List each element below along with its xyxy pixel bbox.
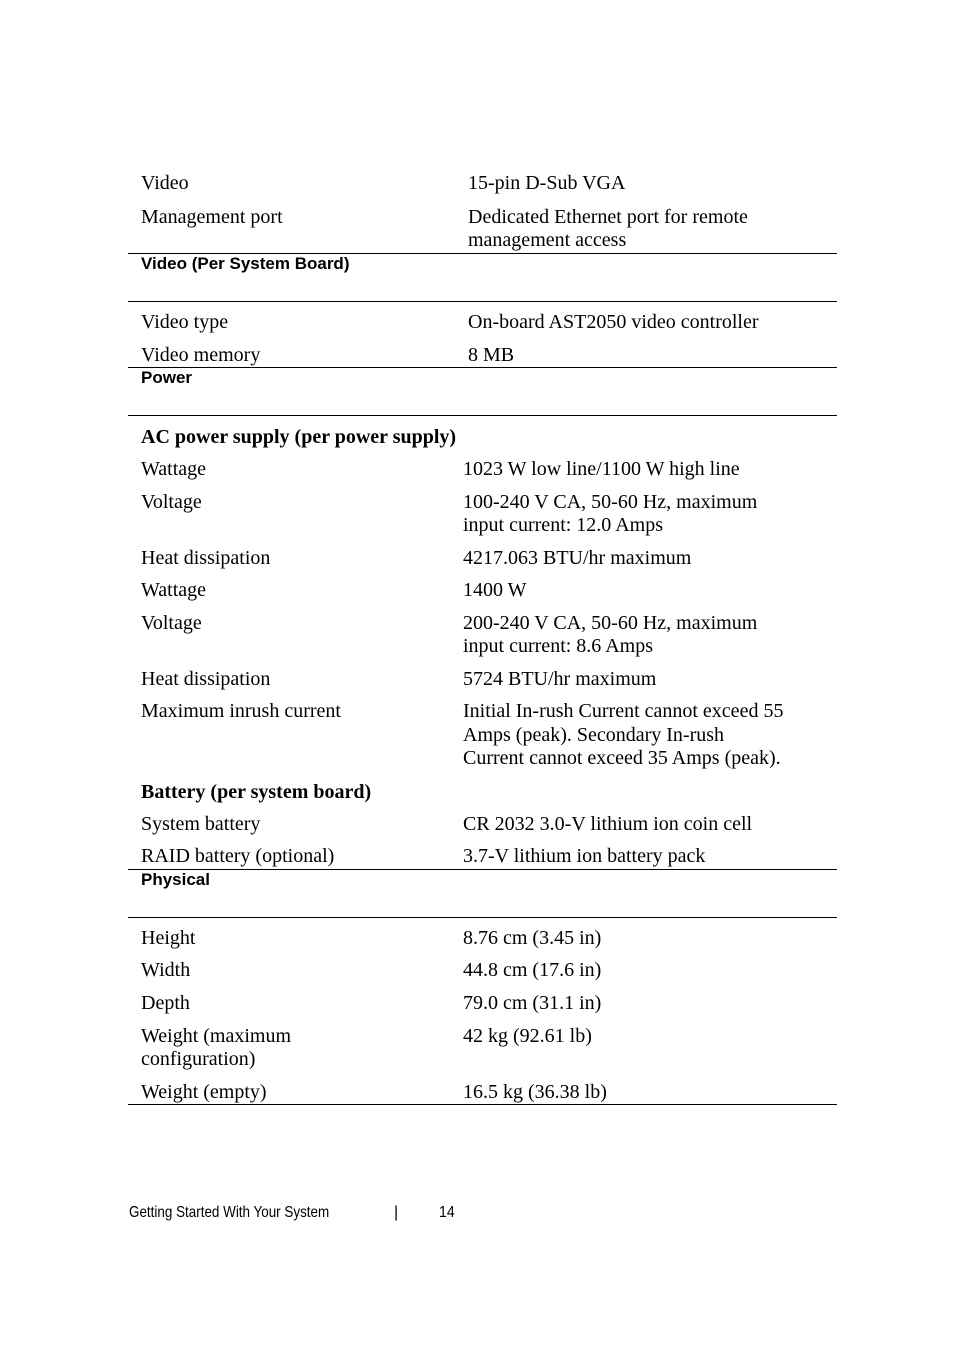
section-divider xyxy=(128,415,837,416)
max-inrush-current-value-line3: Current cannot exceed 35 Amps (peak). xyxy=(463,747,781,769)
depth-value: 79.0 cm (31.1 in) xyxy=(463,992,602,1014)
management-port-value-line2: management access xyxy=(468,229,627,251)
management-port-value-line1: Dedicated Ethernet port for remote xyxy=(468,206,748,228)
footer-title: Getting Started With Your System xyxy=(129,1204,330,1221)
voltage-value-line2: input current: 12.0 Amps xyxy=(463,514,663,536)
video-type-label: Video type xyxy=(141,311,229,333)
system-battery-value: CR 2032 3.0-V lithium ion coin cell xyxy=(463,813,753,835)
max-inrush-current-value-line2: Amps (peak). Secondary In-rush xyxy=(463,724,725,746)
video-memory-label: Video memory xyxy=(141,344,261,366)
section-divider xyxy=(128,917,837,918)
video-memory-value: 8 MB xyxy=(468,344,515,366)
table-bottom-rule xyxy=(128,1104,837,1105)
ac-power-supply-heading: AC power supply (per power supply) xyxy=(141,426,457,448)
height-value: 8.76 cm (3.45 in) xyxy=(463,927,602,949)
weight-max-label-line1: Weight (maximum xyxy=(141,1025,292,1047)
wattage-value: 1023 W low line/1100 W high line xyxy=(463,458,740,480)
video-section-heading: Video (Per System Board) xyxy=(141,254,350,273)
heat-dissipation-value: 4217.063 BTU/hr maximum xyxy=(463,547,692,569)
power-section-heading: Power xyxy=(141,368,193,387)
width-value: 44.8 cm (17.6 in) xyxy=(463,959,602,981)
physical-section-heading: Physical xyxy=(141,870,210,889)
wattage-label: Wattage xyxy=(141,458,207,480)
width-label: Width xyxy=(141,959,191,981)
voltage-label: Voltage xyxy=(141,612,202,634)
system-battery-label: System battery xyxy=(141,813,261,835)
max-inrush-current-label: Maximum inrush current xyxy=(141,700,341,722)
footer-separator: | xyxy=(394,1204,399,1221)
video-type-value: On-board AST2050 video controller xyxy=(468,311,759,333)
voltage-value-line2: input current: 8.6 Amps xyxy=(463,635,653,657)
height-label: Height xyxy=(141,927,196,949)
weight-empty-label: Weight (empty) xyxy=(141,1081,267,1103)
voltage-label: Voltage xyxy=(141,491,202,513)
voltage-value-line1: 200-240 V CA, 50-60 Hz, maximum xyxy=(463,612,758,634)
weight-max-value: 42 kg (92.61 lb) xyxy=(463,1025,592,1047)
raid-battery-value: 3.7-V lithium ion battery pack xyxy=(463,845,706,867)
section-divider xyxy=(128,301,837,302)
management-port-label: Management port xyxy=(141,206,283,228)
heat-dissipation-value: 5724 BTU/hr maximum xyxy=(463,668,657,690)
video-label: Video xyxy=(141,172,189,194)
depth-label: Depth xyxy=(141,992,190,1014)
page-number: 14 xyxy=(439,1204,455,1221)
heat-dissipation-label: Heat dissipation xyxy=(141,668,271,690)
weight-empty-value: 16.5 kg (36.38 lb) xyxy=(463,1081,607,1103)
video-value: 15-pin D-Sub VGA xyxy=(468,172,626,194)
heat-dissipation-label: Heat dissipation xyxy=(141,547,271,569)
weight-max-label-line2: configuration) xyxy=(141,1048,256,1070)
section-divider xyxy=(128,869,837,870)
wattage-label: Wattage xyxy=(141,579,207,601)
raid-battery-label: RAID battery (optional) xyxy=(141,845,335,867)
voltage-value-line1: 100-240 V CA, 50-60 Hz, maximum xyxy=(463,491,758,513)
section-divider xyxy=(128,367,837,368)
max-inrush-current-value-line1: Initial In-rush Current cannot exceed 55 xyxy=(463,700,784,722)
wattage-value: 1400 W xyxy=(463,579,527,601)
battery-heading: Battery (per system board) xyxy=(141,781,372,803)
